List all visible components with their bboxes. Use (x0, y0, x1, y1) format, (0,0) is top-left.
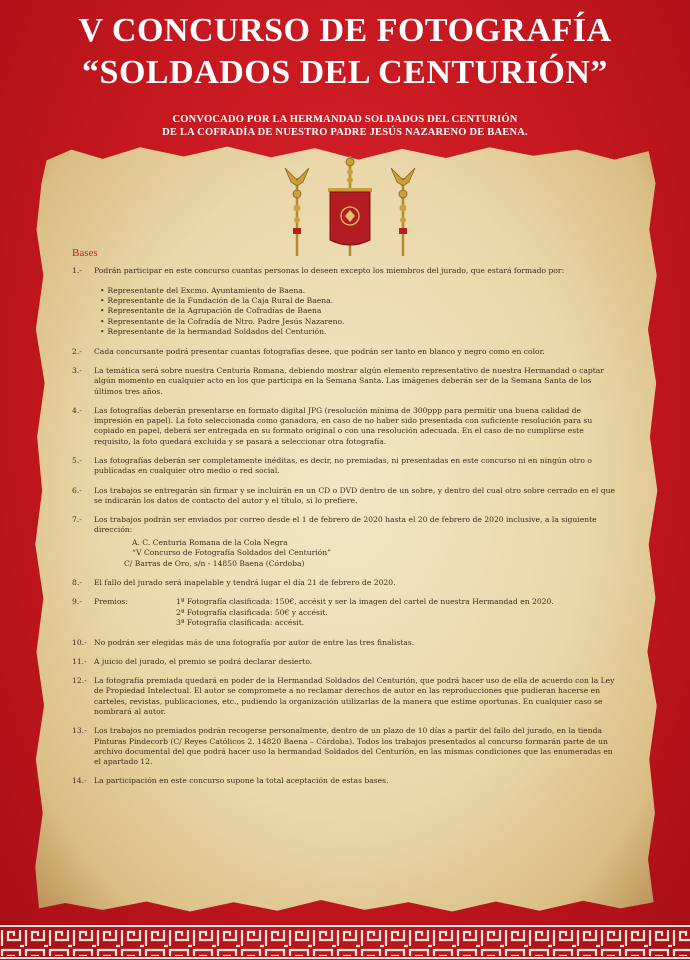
rule-1 (72, 266, 618, 276)
rule-number: 6.- (72, 485, 82, 495)
center-banner-icon (328, 156, 372, 256)
address-line: C/ Barras de Oro, s/n - 14850 Baena (Córdoba) (124, 558, 305, 568)
prize-line: 2ª Fotografía clasificada: 50€ y accésit. (176, 607, 328, 617)
list-item: • Representante de la Fundación de la Caja Rural de Baena. (100, 296, 618, 306)
poster-title-line2: “SOLDADOS DEL CENTURIÓN” (82, 54, 608, 91)
poster-title-line1: V CONCURSO DE FOTOGRAFÍA (78, 12, 612, 49)
prize-line: 1ª Fotografía clasificada: 150€, accésit y ser la imagen del cartel de nuestra Hermandad en 2020. (176, 597, 554, 607)
list-item: • Representante de la hermandad Soldados del Centurión. (100, 327, 618, 337)
list-item: • Representante del Excmo. Ayuntamiento de Baena. (100, 286, 618, 296)
organizer-line2: DE LA COFRADÍA DE NUESTRO PADRE JESÚS NAZARENO DE BAENA. (162, 127, 528, 138)
rules-content (72, 248, 618, 796)
list-item: • Representante de la Cofradía de Ntro. Padre Jesús Nazareno. (100, 317, 618, 327)
prizes-block (94, 597, 618, 628)
rule-8 (72, 578, 618, 588)
rule-text: A juicio del jurado, el premio se podrá declarar desierto. (94, 656, 313, 666)
rule-number: 10.- (72, 637, 87, 647)
rule-4 (72, 406, 618, 447)
rule-text: Las fotografías deberán ser completamente inéditas, es decir, no premiadas, ni presentadas en este concurso ni en ningún otro o publicadas en cualquier otro medio o red social. (94, 456, 592, 476)
prize-line: 3ª Fotografía clasificada: accésit. (176, 618, 305, 628)
rule-text: Podrán participar en este concurso cuantas personas lo deseen excepto los miembros del jurado, que estará formado por: (94, 266, 565, 276)
rule-text: Las fotografías deberán presentarse en formato digital JPG (resolución mínima de 300ppp para permitir una buena calidad de impresión en papel). La foto seleccionada como ganadora, en caso de no haber sido presentada con suficiente resolución para su copiado en papel, deberá ser entregada en su formato original o con una resolución adecuada. En el caso de no cumplirse este requisito, la foto quedará excluida y se pasará a seleccionar otra fotografía. (94, 405, 593, 446)
rule-text: La fotografía premiada quedará en poder de la Hermandad Soldados del Centurión, que podrá hacer uso de ella de acuerdo con la Ley de Propiedad Intelectual. El autor se compromete a no reclamar derechos de autor en las reproducciones que pudieran hacerse en carteles, revistas, publicaciones, etc., pudiendo la organización utilizarlas de la manera que estime oportunas. En cualquier caso se nombrará al autor. (94, 676, 615, 716)
mailing-address (124, 537, 618, 569)
left-eagle-standard-icon (285, 168, 309, 256)
rule-number: 9.- (72, 597, 82, 607)
rule-6 (72, 486, 618, 507)
rule-12 (72, 676, 618, 717)
rule-text: Los trabajos podrán ser enviados por correo desde el 1 de febrero de 2020 hasta el 20 de febrero de 2020 inclusive, a la siguiente dirección: (94, 515, 597, 535)
rule-2 (72, 347, 618, 357)
rule-number: 11.- (72, 656, 87, 666)
rule-text: El fallo del jurado será inapelable y tendrá lugar el día 21 de febrero de 2020. (94, 578, 396, 587)
rule-number: 1.- (72, 266, 82, 276)
rule-number: 7.- (72, 515, 82, 525)
roman-standard-icon (275, 156, 425, 256)
rule-text: Los trabajos no premiados podrán recogerse personalmente, dentro de un plazo de 10 días a partir del fallo del jurado, en la tienda Pinturas Pindecorb (C/ Reyes Católicos 2. 14820 Baena – Córdoba). Todos los trabajos presentados al concurso formarán parte de un archivo documental del que podrá hacer uso la hermandad Soldados del Centurión, en las mismas condiciones que las enumeradas en el apartado 12. (94, 726, 613, 767)
rule-text: Cada concursante podrá presentar cuantas fotografías desee, que podrán ser tanto en blanco y negro como en color. (94, 346, 545, 356)
rule-number: 8.- (72, 578, 82, 587)
rule-text: La temática será sobre nuestra Centuria Romana, debiendo mostrar algún elemento representativo de nuestra Hermandad o captar algún momento en cualquier acto en los que participa en la Semana Santa. Las imágenes deberán ser de la Semana Santa de los últimos tres años. (94, 365, 604, 396)
rule-number: 4.- (72, 405, 82, 415)
rule-text: La participación en este concurso supone la total aceptación de estas bases. (94, 776, 389, 786)
address-line: “V Concurso de Fotografía Soldados del Centurión” (132, 548, 332, 558)
right-eagle-standard-icon (391, 168, 415, 256)
jury-list (100, 286, 618, 338)
rule-3 (72, 366, 618, 397)
rule-9 (72, 597, 618, 628)
bases-heading: Bases (72, 247, 98, 259)
rule-number: 5.- (72, 456, 82, 465)
rule-number: 2.- (72, 346, 82, 356)
prizes-list (176, 597, 554, 628)
rule-11 (72, 657, 618, 667)
rule-number: 3.- (72, 365, 82, 375)
rule-text: No podrán ser elegidas más de una fotografía por autor de entre las tres finalistas. (94, 637, 415, 647)
organizer-line1: CONVOCADO POR LA HERMANDAD SOLDADOS DEL CENTURIÓN (172, 114, 518, 125)
prizes-label: Premios: (94, 597, 128, 607)
rule-10 (72, 638, 618, 648)
list-item: • Representante de la Agrupación de Cofradías de Baena (100, 306, 618, 316)
rule-number: 12.- (72, 676, 87, 686)
rule-text: Los trabajos se entregarán sin firmar y se incluirán en un CD o DVD dentro de un sobre, y dentro del cual otro sobre cerrado en el que se indicarán los datos de contacto del autor y el título, si lo prefiere. (94, 485, 615, 505)
rule-7 (72, 515, 618, 536)
rule-number: 13.- (72, 726, 87, 736)
greek-key-border (0, 924, 690, 960)
rule-14 (72, 776, 618, 786)
rule-number: 14.- (72, 776, 87, 786)
rule-5 (72, 456, 618, 477)
rule-13 (72, 726, 618, 767)
address-line: A. C. Centuria Romana de la Cola Negra (132, 537, 288, 547)
